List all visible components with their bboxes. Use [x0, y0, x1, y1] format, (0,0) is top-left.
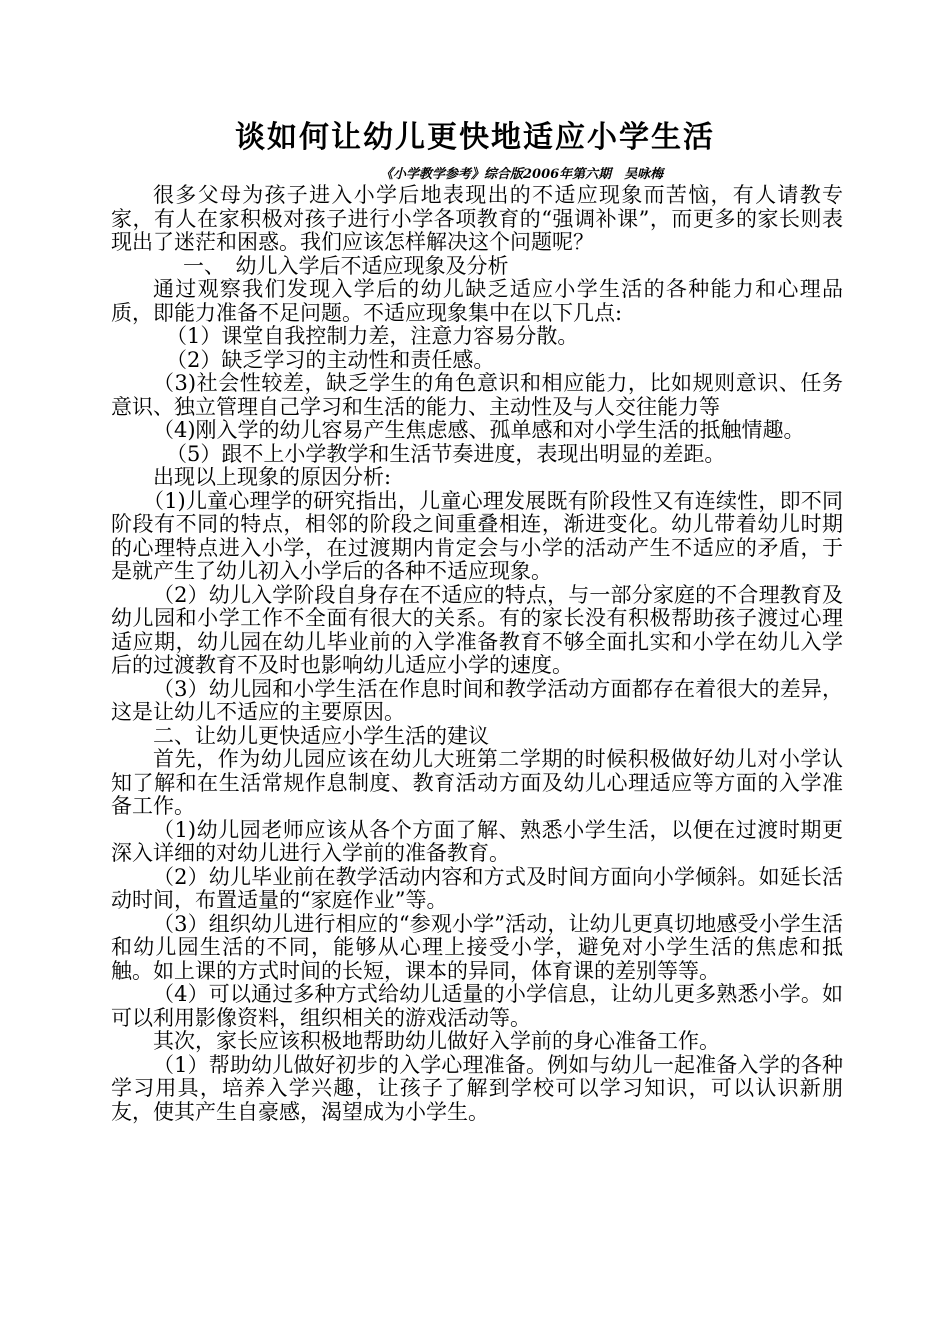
list-item: （1）课堂自我控制力差，注意力容易分散。: [166, 324, 579, 348]
document-body: [111, 184, 843, 1124]
paragraph-second: 其次，家长应该积极地帮助幼儿做好入学前的身心准备工作。: [153, 1029, 720, 1053]
list-item: （3)社会性较差，缺乏学生的角色意识和相应能力，比如规则意识、任务意识、独立管理自己学习和生活的能力、主动性及与人交往能力等: [111, 371, 843, 419]
list-item: （4)刚入学的幼儿容易产生焦虑感、孤单感和对小学生活的抵触情趣。: [153, 418, 805, 442]
document-source: 《小学教学参考》综合版2006年第六期 吴咏梅: [380, 167, 664, 182]
list-item: （5）跟不上小学教学和生活节奏进度，表现出明显的差距。: [166, 441, 726, 466]
list-item: （4）可以通过多种方式给幼儿适量的小学信息，让幼儿更多熟悉小学。如可以利用影像资料，组织相关的游戏活动等。: [111, 982, 843, 1030]
section-heading-2: 二、让幼儿更快适应小学生活的建议: [153, 723, 489, 748]
list-item: （2）幼儿毕业前在教学活动内容和方式及时间方面向小学倾斜。如延长活动时间，布置适量的“家庭作业”等。: [111, 864, 843, 912]
list-item: （1)儿童心理学的研究指出，儿童心理发展既有阶段性又有连续性，即不同阶段有不同的特点，相邻的阶段之间重叠相连，渐进变化。幼儿带着幼儿时期的心理特点进入小学，在过渡期内肯定会与小学的活动产生不适应的矛盾，于是就产生了幼儿初入小学后的各种不适应现象。: [111, 488, 843, 583]
list-item: （2）缺乏学习的主动性和责任感。: [166, 347, 495, 372]
paragraph-observation: 通过观察我们发现入学后的幼儿缺乏适应小学生活的各种能力和心理品质，即能力准备不足问题。不适应现象集中在以下几点:: [111, 277, 843, 325]
section-heading-1: 一、 幼儿入学后不适应现象及分析: [183, 253, 509, 278]
paragraph-cause-heading: 出现以上现象的原因分析:: [153, 465, 392, 489]
document-title: 谈如何让幼儿更快地适应小学生活: [235, 120, 715, 155]
paragraph-intro: 很多父母为孩子进入小学后地表现出的不适应现象而苦恼，有人请教专家，有人在家积极对孩子进行小学各项教育的“强调补课”，而更多的家长则表现出了迷茫和困惑。我们应该怎样解决这个问题呢？: [111, 183, 843, 254]
list-item: （3）组织幼儿进行相应的“参观小学”活动，让幼儿更真切地感受小学生活和幼儿园生活的不同，能够从心理上接受小学，避免对小学生活的焦虑和抵触。如上课的方式时间的长短，课本的异同，体育课的差别等等。: [111, 911, 843, 983]
list-item: （1)幼儿园老师应该从各个方面了解、熟悉小学生活，以便在过渡时期更深入详细的对幼儿进行入学前的准备教育。: [111, 817, 843, 865]
list-item: （1）帮助幼儿做好初步的入学心理准备。例如与幼儿一起准备入学的各种学习用具，培养入学兴趣，让孩子了解到学校可以学习知识，可以认识新朋友，使其产生自豪感，渴望成为小学生。: [111, 1052, 843, 1124]
paragraph-first: 首先，作为幼儿园应该在幼儿大班第二学期的时候积极做好幼儿对小学认知了解和在生活常规作息制度、教育活动方面及幼儿心理适应等方面的入学准备工作。: [111, 747, 843, 818]
list-item: （2）幼儿入学阶段自身存在不适应的特点，与一部分家庭的不合理教育及幼儿园和小学工作不全面有很大的关系。有的家长没有积极帮助孩子渡过心理适应期，幼儿园在幼儿毕业前的入学准备教育不够全面扎实和小学在幼儿入学后的过渡教育不及时也影响幼儿适应小学的速度。: [111, 582, 843, 677]
list-item: （3）幼儿园和小学生活在作息时间和教学活动方面都存在着很大的差异，这是让幼儿不适应的主要原因。: [111, 676, 843, 724]
